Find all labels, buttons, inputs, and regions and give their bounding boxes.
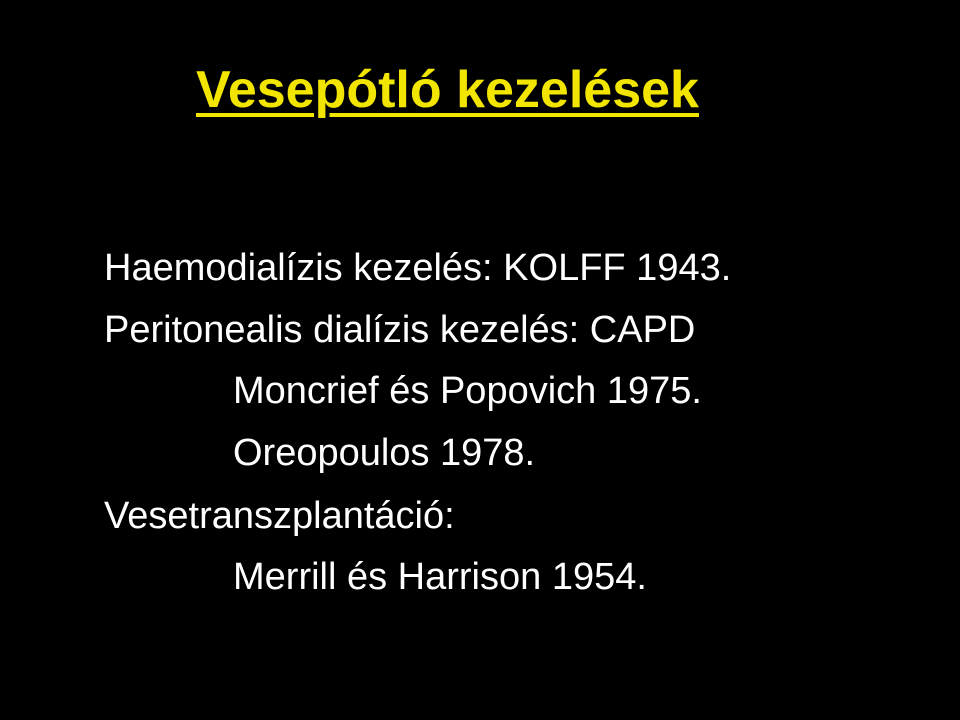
- line-moncrief-popovich: Moncrief és Popovich 1975.: [233, 370, 702, 412]
- slide-title: Vesepótló kezelések: [196, 61, 699, 119]
- line-transplantation: Vesetranszplantáció:: [104, 495, 455, 537]
- line-peritoneal-dialysis: Peritonealis dialízis kezelés: CAPD: [104, 309, 696, 351]
- line-oreopoulos: Oreopoulos 1978.: [233, 432, 536, 474]
- line-haemodialysis: Haemodialízis kezelés: KOLFF 1943.: [104, 247, 732, 289]
- line-merrill-harrison: Merrill és Harrison 1954.: [233, 556, 647, 598]
